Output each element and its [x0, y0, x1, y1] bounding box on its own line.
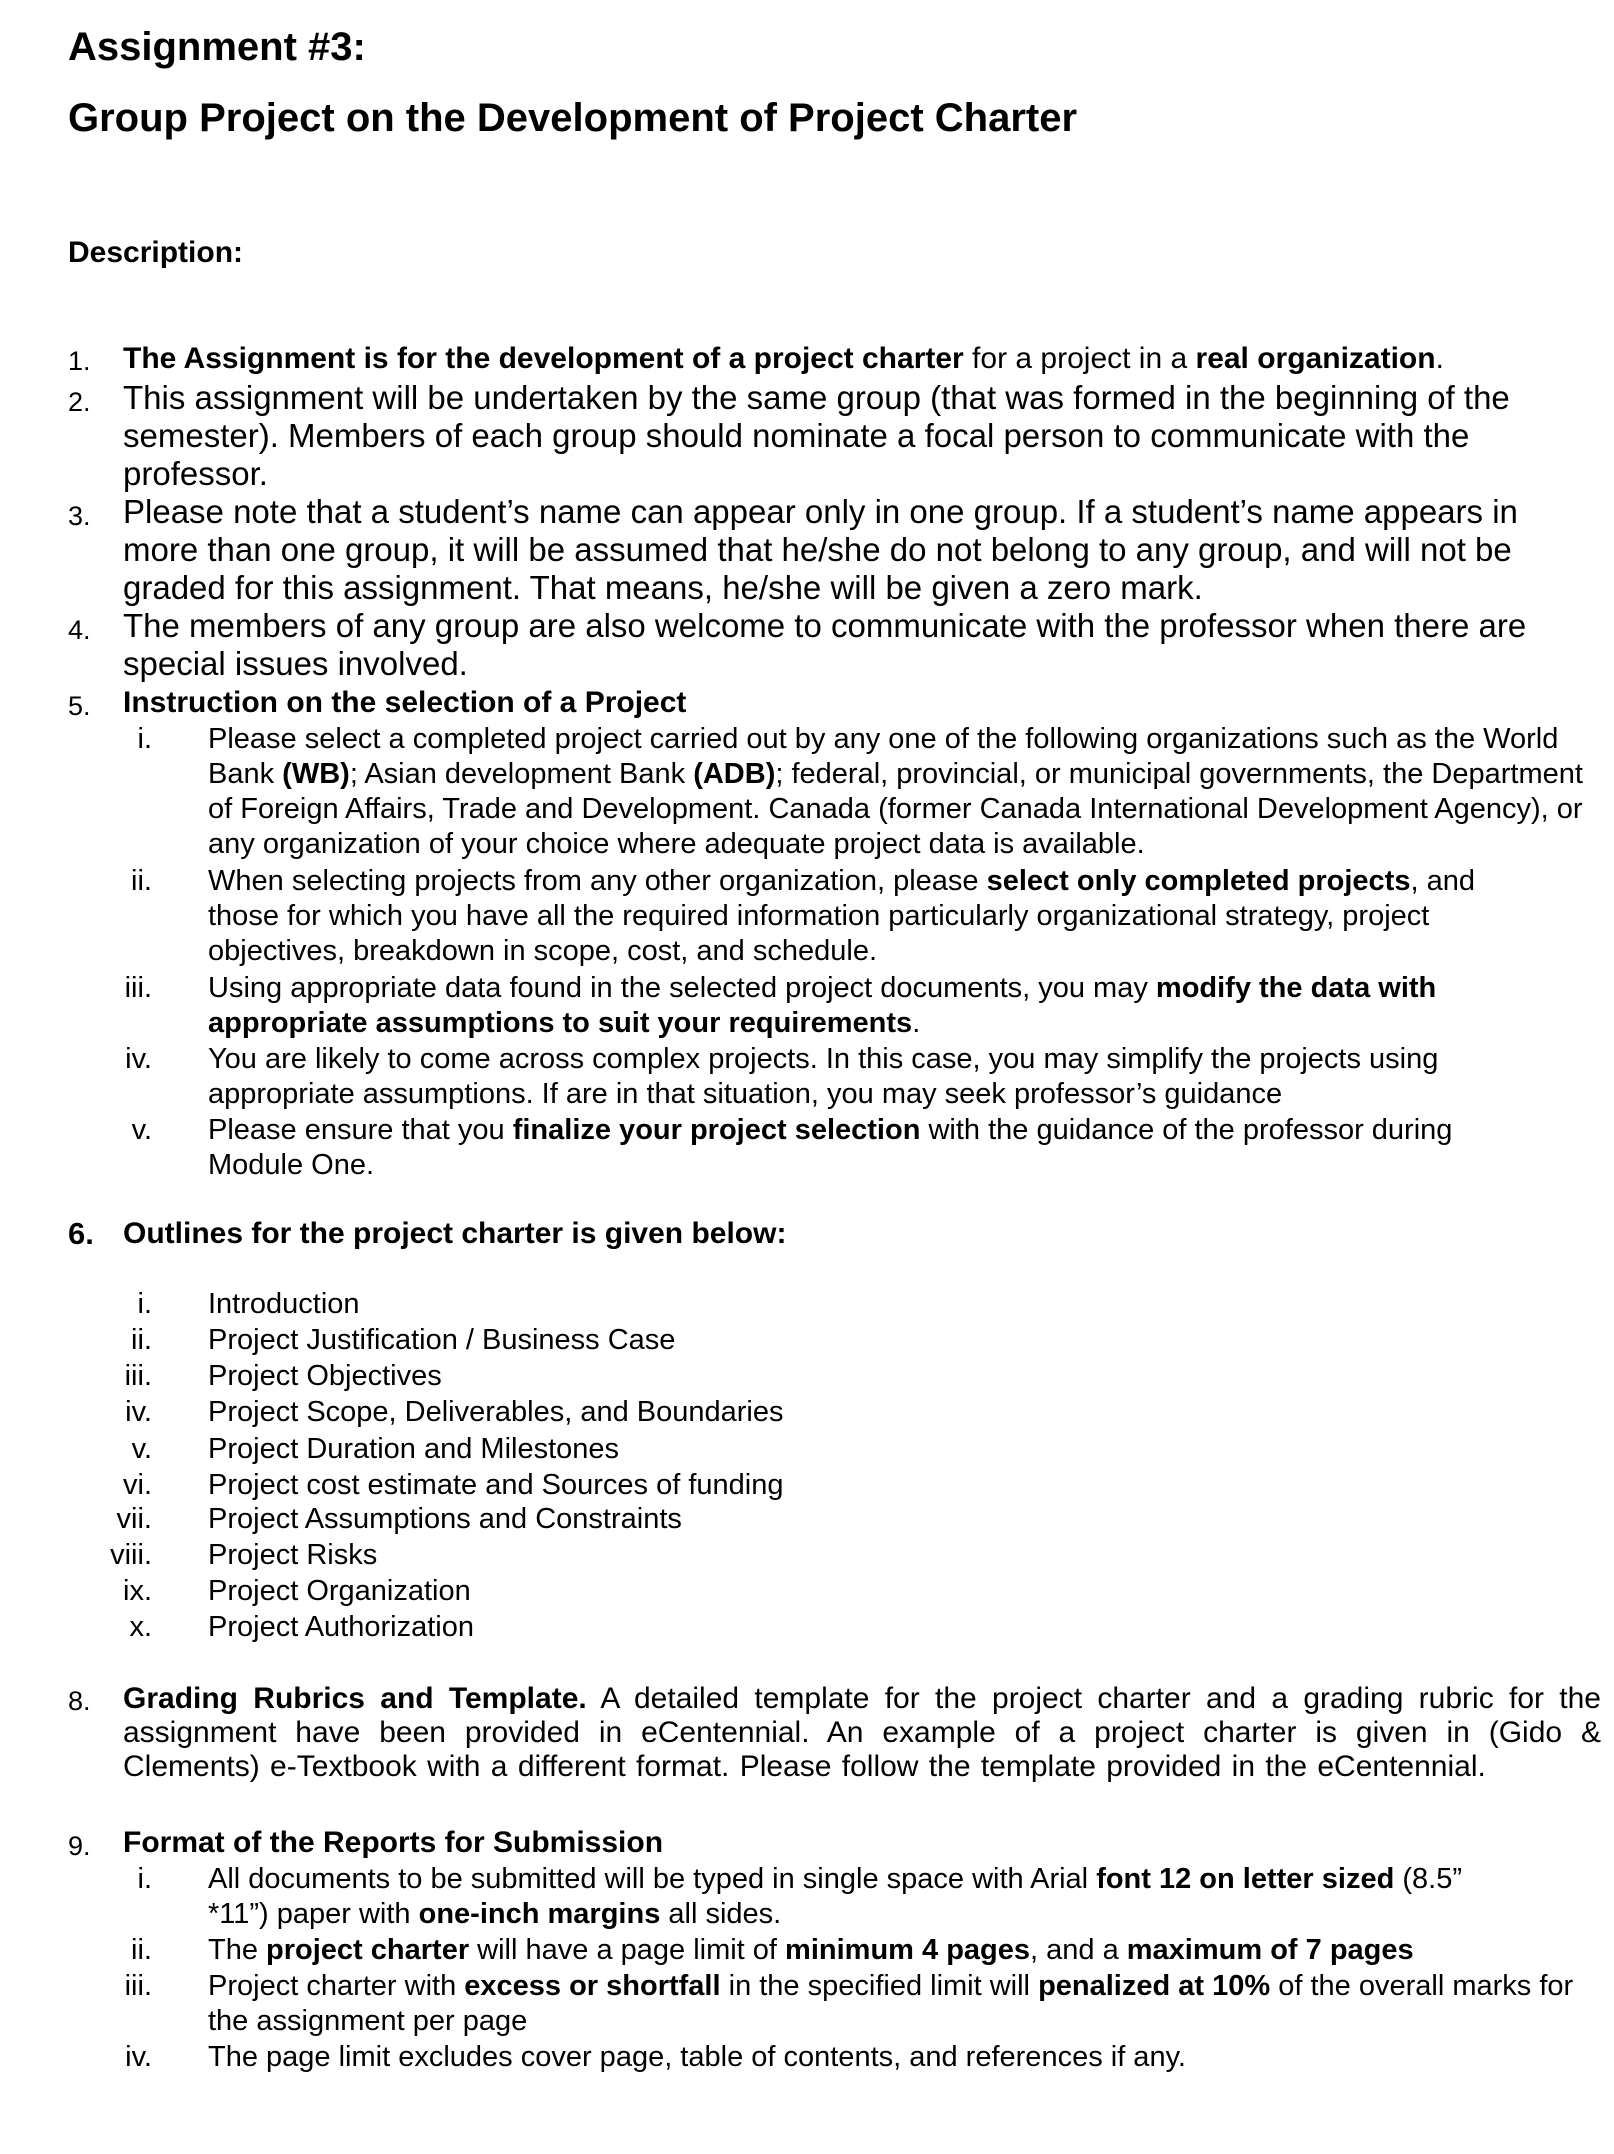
list-item-9: Format of the Reports for Submission — [123, 1826, 664, 1859]
text: Using appropriate data found in the selected project documents, you may — [208, 972, 1156, 1004]
text: , and those for which you have all the required information particularly organizational strategy, project objectives, breakdown in scope, cost, and schedule. — [208, 865, 1475, 967]
text: The — [208, 1934, 267, 1966]
roman-numeral: ii. — [131, 865, 152, 897]
bold-text: font 12 on letter sized — [1096, 1863, 1395, 1895]
roman-numeral: iii. — [124, 972, 152, 1004]
bold-text: (WB) — [282, 758, 350, 790]
bold-text: minimum 4 pages — [785, 1934, 1031, 1966]
roman-numeral: ix. — [123, 1575, 152, 1607]
selection-item-5 — [208, 1113, 1538, 1183]
text: . — [912, 1007, 921, 1039]
bold-text: one-inch margins — [418, 1898, 661, 1930]
description-heading: Description: — [68, 236, 244, 269]
format-item-1 — [208, 1862, 1508, 1932]
bold-text: finalize your project selection — [512, 1114, 921, 1146]
roman-numeral: ii. — [131, 1934, 152, 1966]
text: (8.5” *11”) paper with — [208, 1863, 1462, 1930]
text: . — [1435, 342, 1444, 375]
bold-text: (ADB) — [693, 758, 776, 790]
roman-numeral: vi. — [123, 1469, 152, 1501]
list-item-5: Instruction on the selection of a Project — [123, 686, 687, 719]
text: Please select a completed project carried out by any one of the following organizations such as the World Bank — [208, 723, 1559, 790]
text: Project charter with — [208, 1970, 465, 2002]
text: of the overall marks for the assignment per page — [208, 1970, 1574, 2037]
assignment-title: Assignment #3: — [68, 25, 366, 69]
text: all sides. — [660, 1898, 782, 1930]
list-number: 1. — [68, 346, 91, 376]
roman-numeral: iv. — [125, 1043, 152, 1075]
list-number: 9. — [68, 1831, 91, 1861]
outline-text: Project Justification / Business Case — [208, 1324, 676, 1356]
list-item-2: This assignment will be undertaken by the same group (that was formed in the beginning of the semester). Members of each group should nominate a focal person to communicate with the professor. — [123, 379, 1510, 492]
bold-text: penalized at 10% — [1038, 1970, 1271, 2002]
list-number: 8. — [68, 1686, 91, 1716]
text: When selecting projects from any other organization, please — [208, 865, 987, 897]
roman-numeral: i. — [137, 1288, 152, 1320]
roman-numeral: x. — [129, 1611, 152, 1643]
outline-text: Project Authorization — [208, 1611, 474, 1643]
outline-text: Introduction — [208, 1288, 360, 1320]
bold-text: modify the data with appropriate assumptions to suit your requirements — [208, 972, 1437, 1039]
text: Please ensure that you — [208, 1114, 513, 1146]
bold-text: project charter — [266, 1934, 470, 1966]
outline-text: Project Risks — [208, 1539, 378, 1571]
roman-numeral: iii. — [124, 1360, 152, 1392]
roman-numeral: vii. — [116, 1503, 152, 1535]
format-item-3 — [208, 1969, 1608, 2039]
bold-text: maximum of 7 pages — [1126, 1934, 1414, 1966]
text: ; federal, provincial, or municipal governments, the Department of Foreign Affairs, Trade and Development. Canada (former Canada International Development Agency), or any organization of your choice where adequate project data is available. — [208, 758, 1583, 860]
list-number: 6. — [68, 1216, 94, 1251]
text: in the specified limit will — [720, 1970, 1039, 2002]
outline-text: Project Organization — [208, 1575, 471, 1607]
text: will have a page limit of — [469, 1934, 786, 1966]
bold-text: The Assignment is for the development of a project charter — [123, 342, 964, 375]
selection-item-1 — [208, 722, 1588, 862]
list-item-3: Please note that a student’s name can appear only in one group. If a student’s name appears in more than one group, it will be assumed that he/she do not belong to any group, and will not be graded for this assignment. That means, he/she will be given a zero mark. — [123, 493, 1518, 606]
list-number: 3. — [68, 501, 91, 531]
roman-numeral: iii. — [124, 1970, 152, 2002]
text: All documents to be submitted will be typed in single space with Arial — [208, 1863, 1097, 1895]
text: with the guidance of the professor during Module One. — [208, 1114, 1453, 1181]
text: ; Asian development Bank — [349, 758, 694, 790]
outline-text: Project Assumptions and Constraints — [208, 1503, 682, 1535]
outline-text: Project Objectives — [208, 1360, 442, 1392]
list-item-1 — [123, 342, 1603, 376]
text: , and a — [1030, 1934, 1127, 1966]
roman-numeral: ii. — [131, 1324, 152, 1356]
roman-numeral: i. — [137, 1863, 152, 1895]
bold-text: select only completed projects — [986, 865, 1411, 897]
format-item-4: The page limit excludes cover page, table of contents, and references if any. — [208, 2041, 1186, 2073]
outline-text: Project Scope, Deliverables, and Boundaries — [208, 1396, 784, 1428]
list-item-8 — [123, 1682, 1601, 1784]
list-number: 4. — [68, 615, 91, 645]
roman-numeral: viii. — [110, 1539, 152, 1571]
selection-item-4: You are likely to come across complex projects. In this case, you may simplify the projects using appropriate assumptions. If are in that situation, you may seek professor’s guidance — [208, 1043, 1439, 1110]
roman-numeral: v. — [131, 1433, 152, 1465]
bold-text: Grading Rubrics and Template. — [123, 1682, 587, 1715]
list-number: 2. — [68, 387, 91, 417]
roman-numeral: iv. — [125, 2041, 152, 2073]
outline-text: Project cost estimate and Sources of funding — [208, 1469, 784, 1501]
format-item-2 — [208, 1933, 1608, 1968]
text: for a project in a — [963, 342, 1196, 375]
bold-text: real organization — [1195, 342, 1436, 375]
selection-item-2 — [208, 864, 1538, 969]
list-item-4: The members of any group are also welcome to communicate with the professor when there are special issues involved. — [123, 607, 1527, 682]
bold-text: excess or shortfall — [464, 1970, 721, 2002]
text: A detailed template for the project charter and a grading rubric for the assignment have been provided in eCentennial. An example of a project charter is given in (Gido & Clements) e-Textbook with a different format. Please follow the template provided in the eCentennial. — [123, 1682, 1601, 1783]
selection-item-3 — [208, 971, 1508, 1041]
roman-numeral: iv. — [125, 1396, 152, 1428]
page-title: Group Project on the Development of Project Charter — [68, 96, 1078, 140]
roman-numeral: i. — [137, 723, 152, 755]
outline-text: Project Duration and Milestones — [208, 1433, 620, 1465]
list-item-6: Outlines for the project charter is given below: — [123, 1217, 787, 1250]
roman-numeral: v. — [131, 1114, 152, 1146]
list-number: 5. — [68, 691, 91, 721]
